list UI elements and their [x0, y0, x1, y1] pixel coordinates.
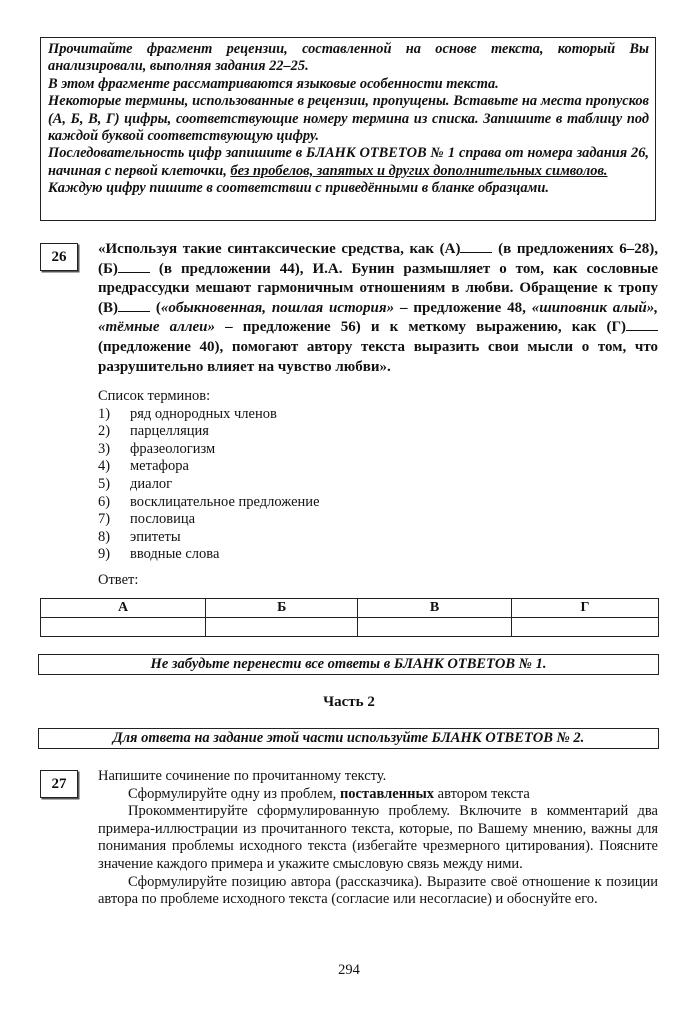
review-quote: «обыкновенная, пошлая история» [160, 299, 395, 316]
term-label: пословица [130, 511, 196, 528]
blank-g [626, 318, 658, 331]
instructions-paragraph-1: Прочитайте фрагмент рецензии, составленной на основе текста, который Вы анализировали, выполняя задания 22–25. [48, 41, 649, 75]
task-27-paragraph-3: Прокомментируйте сформулированную проблему. Включите в комментарий два примера-иллюстрации из прочитанного текста, которые, по Вашему мнению, важны для понимания проблемы исходного текста (избегайте чрезмерного цитирования). Поясните значение каждого примера и укажите смысловую связь между ними. [98, 803, 658, 872]
task-27-paragraph-4: Сформулируйте позицию автора (рассказчика). Выразите своё отношение к позиции автора по проблеме исходного текста (согласие или несогласие) и обоснуйте его. [98, 873, 658, 908]
answer-cell-g[interactable] [511, 618, 658, 637]
task-27-paragraph-1: Напишите сочинение по прочитанному тексту. [98, 768, 387, 784]
page-number: 294 [338, 962, 360, 978]
term-label: эпитеты [130, 528, 181, 545]
answer-header-g: Г [511, 599, 658, 618]
transfer-answers-notice: Не забудьте перенести все ответы в БЛАНК ОТВЕТОВ № 1. [38, 654, 659, 675]
term-item [98, 529, 498, 547]
review-segment: – предложение 48, [394, 299, 532, 316]
term-label: фразеологизм [130, 440, 216, 457]
term-item [98, 441, 498, 459]
term-item [98, 406, 498, 424]
answer-sheet-2-notice: Для ответа на задание этой части используйте БЛАНК ОТВЕТОВ № 2. [38, 728, 659, 749]
term-number: 1) [98, 405, 111, 422]
term-number: 9) [98, 546, 111, 563]
task-27-p2-text: Сформулируйте одну из проблем, [128, 785, 340, 802]
review-segment: ( [150, 299, 161, 316]
task-27-p2-bold: поставленных [339, 785, 435, 802]
instructions-paragraph-2: В этом фрагменте рассматриваются языковые особенности текста. [48, 75, 499, 92]
review-quote: «шиповник алый», «тёмные аллеи» [98, 299, 659, 336]
answer-cell-a[interactable] [41, 618, 206, 637]
review-segment: (в предложениях 6–28), (Б) [98, 241, 658, 277]
answer-cell-v[interactable] [358, 618, 511, 637]
answer-table-header-row [41, 599, 659, 618]
terms-list [98, 388, 498, 564]
answer-table-value-row [41, 618, 659, 637]
term-label: парцелляция [130, 423, 209, 440]
review-segment: (предложение 40), помогают автору текста выразить свои мысли о том, что разрушительно влияет на чувство любви». [98, 338, 658, 375]
answer-label: Ответ: [98, 572, 139, 588]
term-label: восклицательное предложение [130, 493, 320, 510]
term-number: 5) [98, 475, 111, 492]
task-27-paragraph-2 [98, 786, 658, 804]
term-number: 3) [98, 440, 111, 457]
term-item [98, 458, 498, 476]
blank-v [118, 299, 150, 312]
term-number: 4) [98, 458, 111, 475]
instructions-p4-underlined: без пробелов, запятых и других дополнительных символов. [230, 162, 608, 179]
term-item [98, 423, 498, 441]
answer-cell-b[interactable] [206, 618, 358, 637]
answer-table [40, 598, 659, 637]
instructions-box [40, 37, 656, 221]
term-item [98, 546, 498, 564]
term-label: ряд однородных членов [130, 405, 277, 422]
instructions-paragraph-4 [48, 145, 649, 180]
term-number: 7) [98, 511, 111, 528]
answer-header-v: В [358, 599, 511, 618]
instructions-paragraph-5: Каждую цифру пишите в соответствии с приведёнными в бланке образцами. [48, 180, 550, 197]
term-label: метафора [130, 458, 189, 475]
term-item [98, 476, 498, 494]
term-number: 8) [98, 528, 111, 545]
review-segment: – предложение 56) и к меткому выражению, как (Г) [215, 319, 627, 336]
term-item [98, 511, 498, 529]
answer-header-a: А [41, 599, 206, 618]
task-26-number-box: 26 [40, 243, 78, 271]
task-27-number-box: 27 [40, 770, 78, 798]
term-label: диалог [130, 475, 173, 492]
term-label: вводные слова [130, 546, 220, 563]
instructions-paragraph-3: Некоторые термины, использованные в рецензии, пропущены. Вставьте на места пропусков (А, Б, В, Г) цифры, соответствующие номеру термина из списка. Запишите в таблицу под каждой буквой соответствующую цифру. [48, 93, 649, 145]
blank-b [118, 260, 150, 273]
term-number: 6) [98, 493, 111, 510]
instructions-p4-text: Последовательность цифр запишите в БЛАНК ОТВЕТОВ № 1 справа от номера задания 26, начиная с первой клеточки, [48, 145, 649, 179]
term-item [98, 494, 498, 512]
review-segment: (в предложении 44), И.А. Бунин размышляет о том, как сословные предрассудки мешают гармоничным отношениям в любви. Обращение к тропу (В) [98, 260, 658, 316]
task-27-text [98, 768, 658, 909]
term-number: 2) [98, 423, 111, 440]
task-26-review-text [98, 240, 658, 377]
task-27-p2-end: автором текста [434, 785, 530, 802]
part-2-title: Часть 2 [323, 694, 375, 710]
review-segment: «Используя такие синтаксические средства, как (А) [98, 241, 461, 257]
answer-header-b: Б [206, 599, 358, 618]
blank-a [460, 240, 492, 253]
terms-list-title: Список терминов: [98, 388, 211, 404]
